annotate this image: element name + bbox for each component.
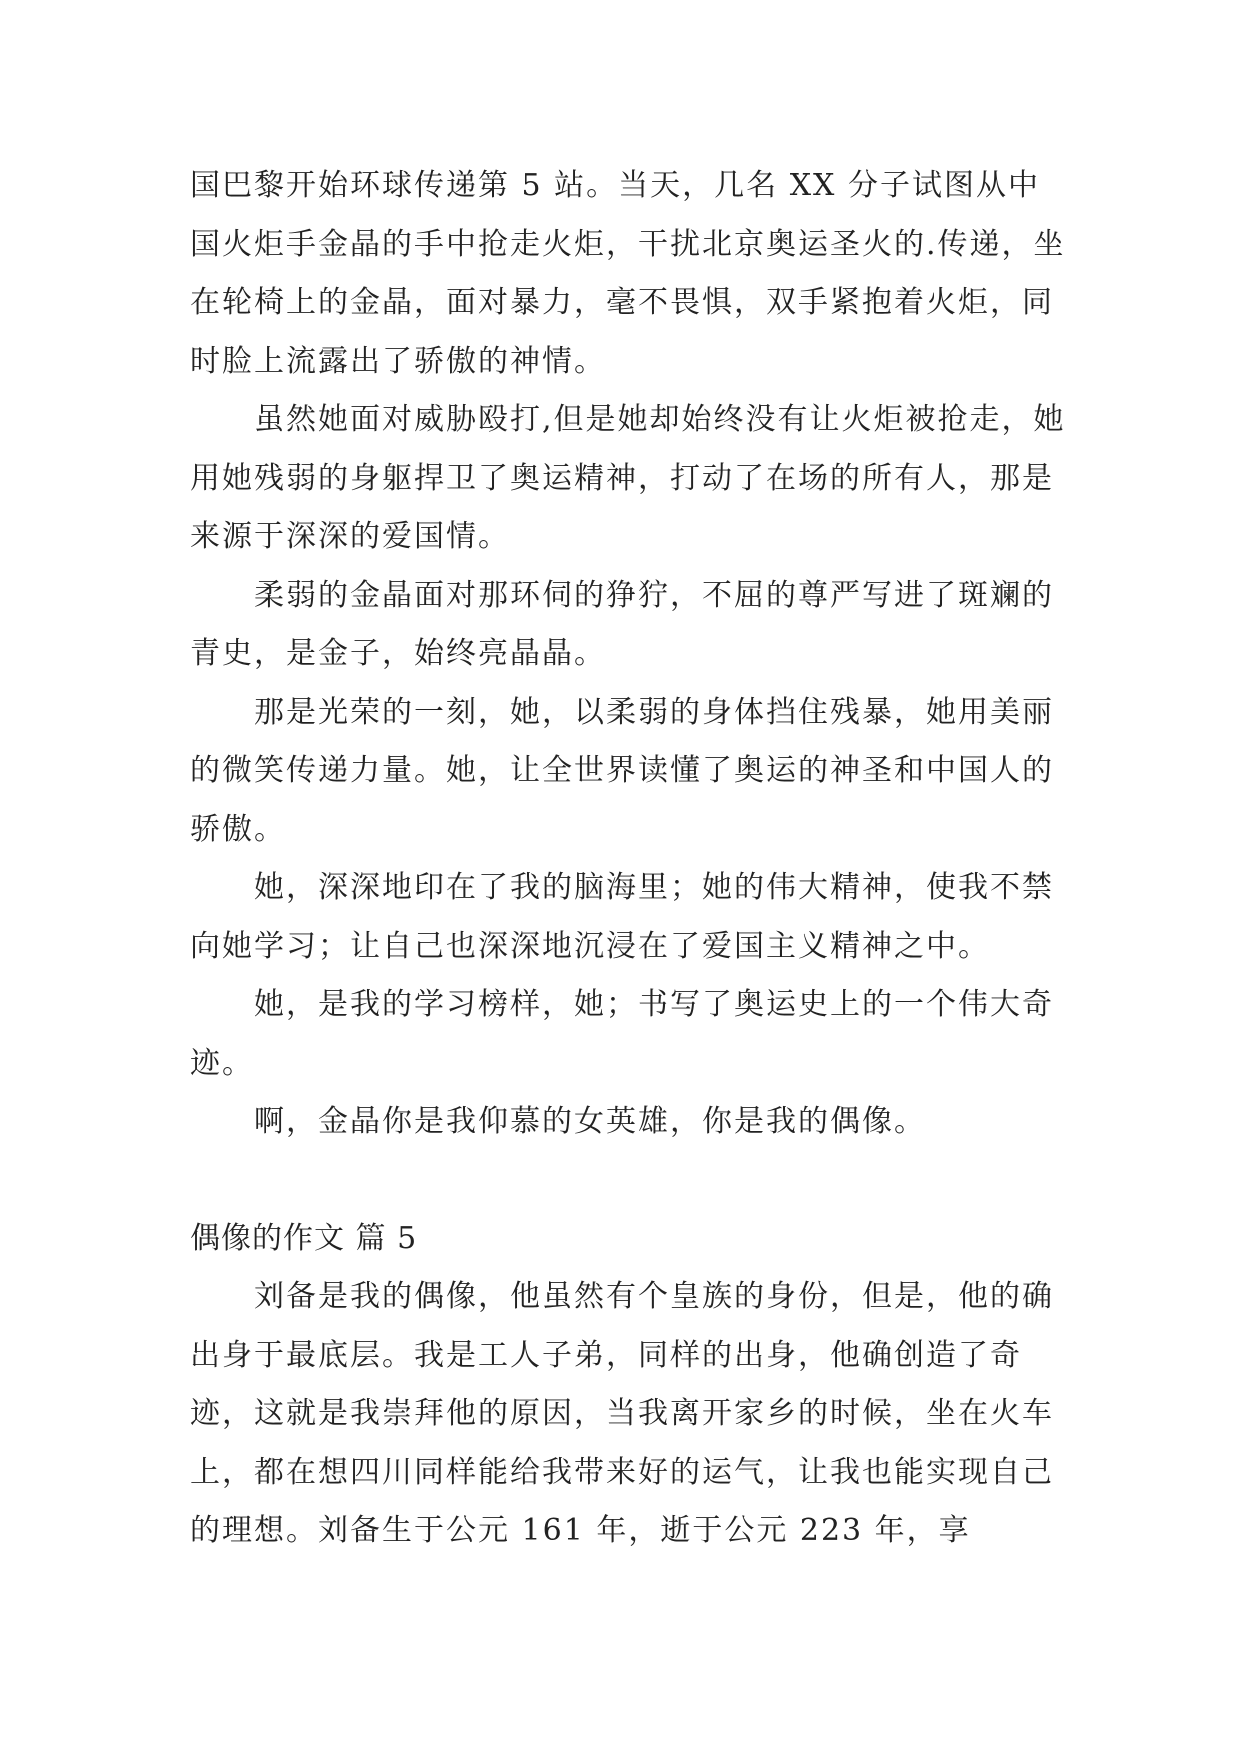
paragraph-continued: 国巴黎开始环球传递第 5 站。当天，几名 XX 分子试图从中国火炬手金晶的手中抢走火炬，干扰北京奥运圣火的.传递，坐在轮椅上的金晶，面对暴力，毫不畏惧，双手紧抱着火炬，同时脸上流露出了骄傲的神情。 xyxy=(190,168,1066,379)
paragraph: 刘备是我的偶像，他虽然有个皇族的身份，但是，他的确出身于最底层。我是工人子弟，同样的出身，他确创造了奇迹，这就是我崇拜他的原因，当我离开家乡的时候，坐在火车上，都在想四川同样能给我带来好的运气，让我也能实现自己的理想。刘备生于公元 161 年，逝于公元 223 年，享 xyxy=(190,1279,1054,1548)
paragraph: 啊，金晶你是我仰慕的女英雄，你是我的偶像。 xyxy=(254,1104,926,1139)
paragraph: 她，是我的学习榜样，她；书写了奥运史上的一个伟大奇迹。 xyxy=(190,987,1054,1081)
document-body xyxy=(190,157,1070,1561)
paragraph: 柔弱的金晶面对那环伺的狰狞，不屈的尊严写进了斑斓的青史，是金子，始终亮晶晶。 xyxy=(190,577,1054,671)
section-heading: 偶像的作文 篇 5 xyxy=(190,1220,418,1256)
paragraph: 那是光荣的一刻，她，以柔弱的身体挡住残暴，她用美丽的微笑传递力量。她，让全世界读懂了奥运的神圣和中国人的骄傲。 xyxy=(190,694,1054,847)
paragraph: 她，深深地印在了我的脑海里；她的伟大精神，使我不禁向她学习；让自己也深深地沉浸在了爱国主义精神之中。 xyxy=(190,870,1054,964)
paragraph: 虽然她面对威胁殴打,但是她却始终没有让火炬被抢走，她用她残弱的身躯捍卫了奥运精神，打动了在场的所有人，那是来源于深深的爱国情。 xyxy=(190,402,1066,554)
